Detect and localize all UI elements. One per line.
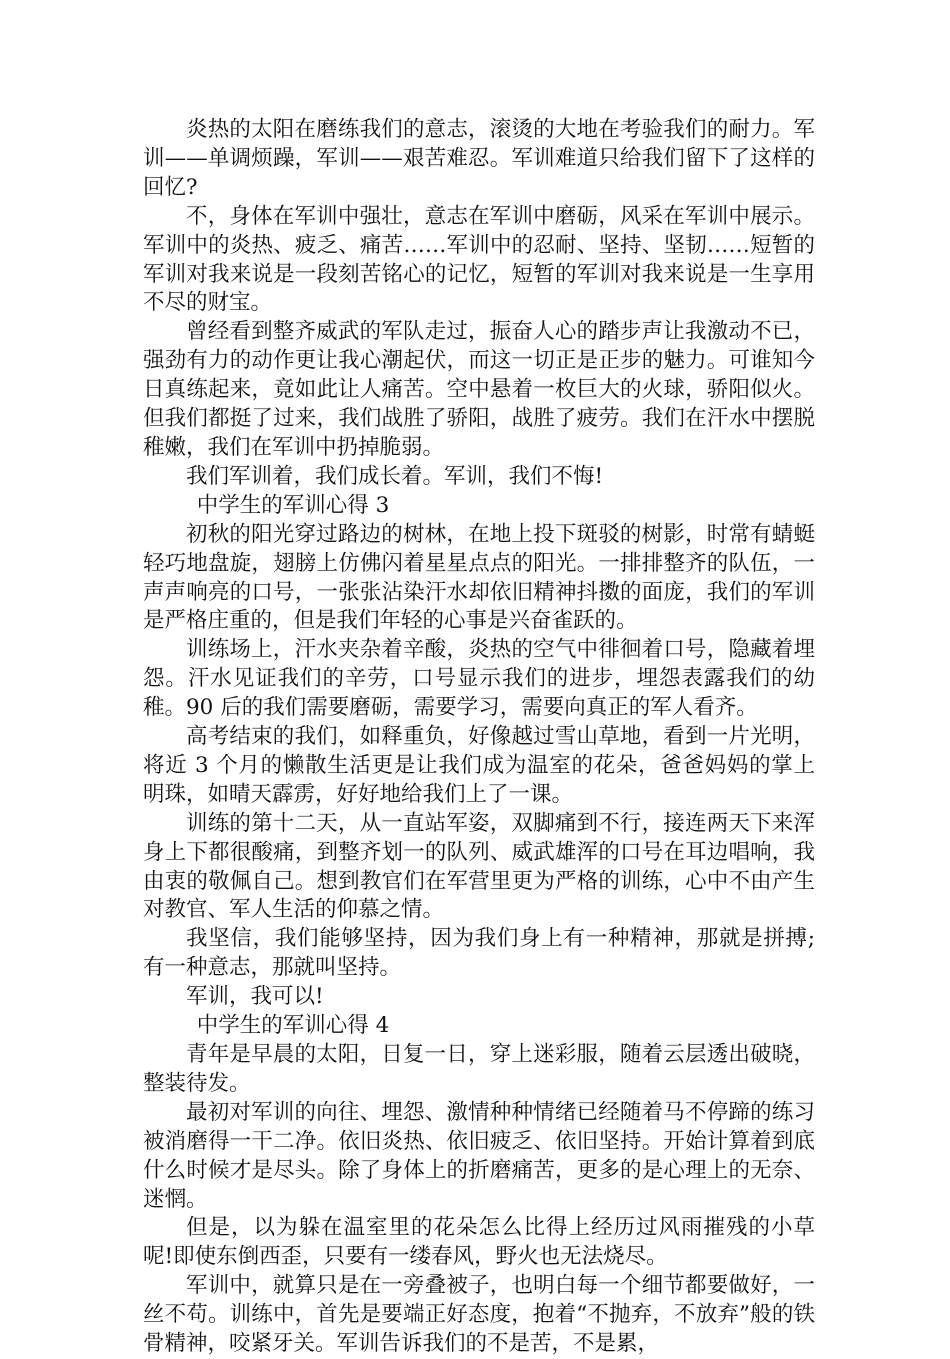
paragraph-9: 我坚信，我们能够坚持，因为我们身上有一种精神，那就是拼搏;有一种意志，那就叫坚持。 [143,926,815,981]
paragraph-3: 曾经看到整齐威武的军队走过，振奋人心的踏步声让我激动不已，强劲有力的动作更让我心潮起伏，而这一切正是正步的魅力。可谁知今日真练起来，竟如此让人痛苦。空中悬着一枚巨大的火球，骄阳似火。但我们都挺了过来，我们战胜了骄阳，战胜了疲劳。我们在汗水中摆脱稚嫩，我们在军训中扔掉脆弱。 [143,319,815,460]
section-heading-3: 中学生的军训心得 3 [196,492,390,518]
paragraph-2: 不，身体在军训中强壮，意志在军训中磨砺，风采在军训中展示。军训中的炎热、疲乏、痛苦……军训中的忍耐、坚持、坚韧……短暂的军训对我来说是一段刻苦铭心的记忆，短暂的军训对我来说是一生享用不尽的财宝。 [143,203,815,316]
paragraph-6: 训练场上，汗水夹杂着辛酸，炎热的空气中徘徊着口号，隐藏着埋怨。汗水见证我们的辛劳，口号显示我们的进步，埋怨表露我们的幼稚。90 后的我们需要磨砺，需要学习，需要向真正的军人看齐。 [143,637,815,721]
paragraph-14: 军训中，就算只是在一旁叠被子，也明白每一个细节都要做好，一丝不苟。训练中，首先是要端正好态度，抱着“不抛弃，不放弃”般的铁骨精神，咬紧牙关。军训告诉我们的不是苦，不是累， [143,1273,815,1357]
document-body [143,116,815,1359]
paragraph-8: 训练的第十二天，从一直站军姿，双脚痛到不行，接连两天下来浑身上下都很酸痛，到整齐划一的队列、威武雄浑的口号在耳边唱响，我由衷的敬佩自己。想到教官们在军营里更为严格的训练，心中不由产生对教官、军人生活的仰慕之情。 [143,810,815,923]
paragraph-1: 炎热的太阳在磨练我们的意志，滚烫的大地在考验我们的耐力。军训——单调烦躁，军训——艰苦难忍。军训难道只给我们留下了这样的回忆? [143,117,815,200]
paragraph-10: 军训，我可以! [186,984,324,1010]
paragraph-11: 青年是早晨的太阳，日复一日，穿上迷彩服，随着云层透出破晓，整装待发。 [143,1042,815,1096]
paragraph-12: 最初对军训的向往、埋怨、激情种种情绪已经随着马不停蹄的练习被消磨得一干二净。依旧炎热、依旧疲乏、依旧坚持。开始计算着到底什么时候才是尽头。除了身体上的折磨痛苦，更多的是心理上的无奈、迷惘。 [143,1099,815,1212]
paragraph-5: 初秋的阳光穿过路边的树林，在地上投下斑驳的树影，时常有蜻蜓轻巧地盘旋，翅膀上仿佛闪着星星点点的阳光。一排排整齐的队伍，一声声响亮的口号，一张张沾染汗水却依旧精神抖擞的面庞，我们的军训是严格庄重的，但是我们年轻的心事是兴奋雀跃的。 [143,521,815,634]
paragraph-13: 但是，以为躲在温室里的花朵怎么比得上经历过风雨摧残的小草呢!即使东倒西歪，只要有一缕春风，野火也无法烧尽。 [143,1215,815,1270]
paragraph-7: 高考结束的我们，如释重负，好像越过雪山草地，看到一片光明，将近 3 个月的懒散生活更是让我们成为温室的花朵，爸爸妈妈的掌上明珠，如晴天霹雳，好好地给我们上了一课。 [143,724,815,807]
section-heading-4: 中学生的军训心得 4 [196,1013,390,1039]
paragraph-4: 我们军训着，我们成长着。军训，我们不悔! [186,463,604,489]
